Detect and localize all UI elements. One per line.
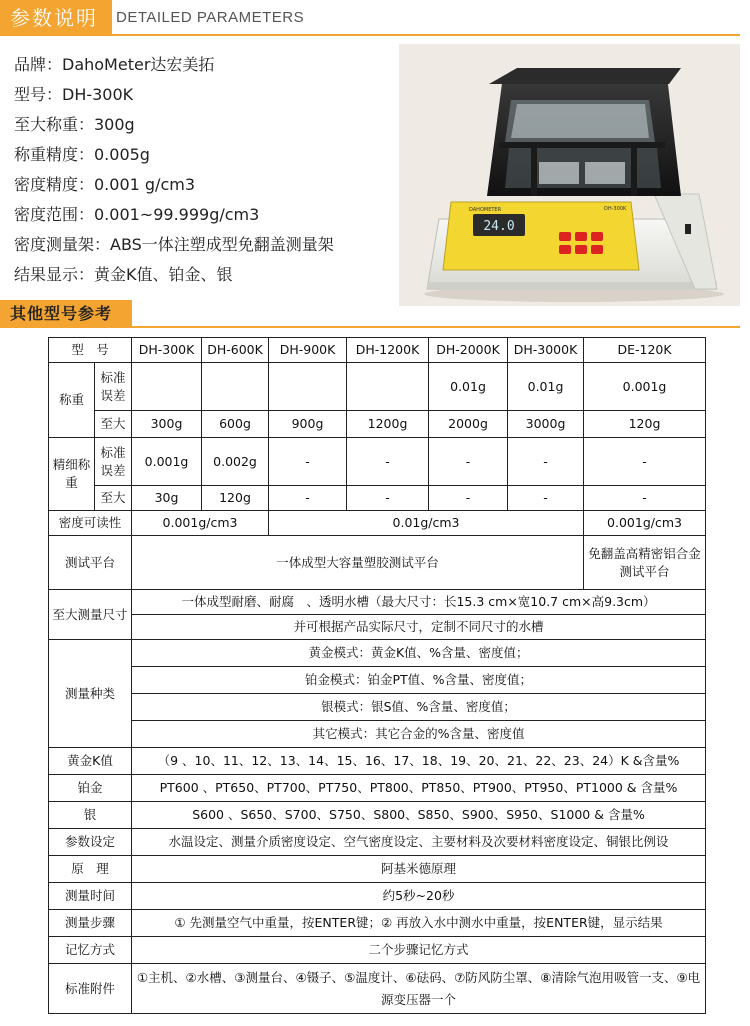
table-cell	[269, 363, 347, 411]
table-cell: -	[584, 486, 706, 511]
table-cell: 铂金模式：铂金PT值、%含量、密度值；	[132, 667, 706, 694]
table-cell: -	[269, 438, 347, 486]
table-row	[49, 511, 706, 536]
table-row	[49, 667, 706, 694]
table-cell: 一体成型大容量塑胶测试平台	[132, 536, 584, 590]
model-cell: DE-120K	[584, 338, 706, 363]
device-model-plate: DH-300K	[604, 206, 627, 212]
param-brand: 品牌：DahoMeter达宏美拓	[14, 55, 215, 74]
table-cell	[132, 363, 202, 411]
table-cell: 120g	[202, 486, 269, 511]
max-label: 至大	[95, 486, 132, 511]
table-cell: 免翻盖高精密铝合金测试平台	[584, 536, 706, 590]
std-err-label: 标准误差	[95, 438, 132, 486]
table-cell: 3000g	[508, 411, 584, 438]
table-row	[49, 829, 706, 856]
table-cell	[347, 363, 429, 411]
platform-label: 测试平台	[49, 536, 132, 590]
table-cell: 30g	[132, 486, 202, 511]
table-row	[49, 486, 706, 511]
principle-label: 原 理	[49, 856, 132, 883]
table-cell: 0.01g	[429, 363, 508, 411]
table-cell: S600 、S650、S700、S750、S800、S850、S900、S950、S1000 & 含量%	[132, 802, 706, 829]
table-cell: 120g	[584, 411, 706, 438]
densimeter-product-photo	[399, 44, 740, 306]
table-cell: PT600 、PT650、PT700、PT750、PT800、PT850、PT900、PT950、PT1000 & 含量%	[132, 775, 706, 802]
table-row	[49, 775, 706, 802]
densimeter-illustration	[399, 44, 740, 306]
section-header-parameters	[0, 0, 750, 36]
pt-label: 铂金	[49, 775, 132, 802]
table-cell: -	[347, 438, 429, 486]
table-cell: （9 、10、11、12、13、14、15、16、17、18、19、20、21、22、23、24）K &含量%	[132, 748, 706, 775]
param-density-range: 密度范围：0.001~99.999g/cm3	[14, 205, 260, 224]
model-cell: DH-1200K	[347, 338, 429, 363]
table-cell: ① 先测量空气中重量，按ENTER键；② 再放入水中测水中重量，按ENTER键，显示结果	[132, 910, 706, 937]
table-row	[49, 964, 706, 1014]
memory-label: 记忆方式	[49, 937, 132, 964]
table-row	[49, 590, 706, 615]
steps-label: 测量步骤	[49, 910, 132, 937]
accessories-label: 标准附件	[49, 964, 132, 1014]
ag-label: 银	[49, 802, 132, 829]
table-row	[49, 411, 706, 438]
model-comparison-table	[48, 337, 706, 1014]
model-header-label: 型 号	[49, 338, 132, 363]
table-row	[49, 640, 706, 667]
device-brand: DAHOMETER	[469, 207, 502, 213]
time-label: 测量时间	[49, 883, 132, 910]
table-cell: 阿基米德原理	[132, 856, 706, 883]
settings-label: 参数设定	[49, 829, 132, 856]
kinds-label: 测量种类	[49, 640, 132, 748]
table-cell: -	[429, 438, 508, 486]
section-subtitle: DETAILED PARAMETERS	[116, 9, 305, 26]
model-cell: DH-3000K	[508, 338, 584, 363]
header2-divider	[0, 326, 740, 328]
table-cell: 其它模式：其它合金的%含量、密度值	[132, 721, 706, 748]
param-weigh-precision: 称重精度：0.005g	[14, 145, 150, 164]
table-cell: 0.001g/cm3	[132, 511, 269, 536]
table-row	[49, 438, 706, 486]
table-cell: 一体成型耐磨、耐腐 、透明水槽（最大尺寸：长15.3 cm×宽10.7 cm×高9.3cm）	[132, 590, 706, 615]
table-cell: 水温设定、测量介质密度设定、空气密度设定、主要材料及次要材料密度设定、铜银比例设	[132, 829, 706, 856]
table-cell: ①主机、②水槽、③测量台、④镊子、⑤温度计、⑥砝码、⑦防风防尘罩、⑧清除气泡用吸管一支、⑨电源变压器一个	[132, 964, 706, 1014]
table-cell: 0.01g	[508, 363, 584, 411]
table-cell: 600g	[202, 411, 269, 438]
table-cell: 二个步骤记忆方式	[132, 937, 706, 964]
table-cell: 2000g	[429, 411, 508, 438]
section-header-other-models	[0, 300, 750, 330]
table-cell: 黄金模式：黄金K值、%含量、密度值；	[132, 640, 706, 667]
table-cell: -	[429, 486, 508, 511]
gold-label: 黄金K值	[49, 748, 132, 775]
section2-title: 其他型号参考	[0, 300, 132, 328]
table-cell: 0.001g/cm3	[584, 511, 706, 536]
table-cell: 0.01g/cm3	[269, 511, 584, 536]
table-row	[49, 856, 706, 883]
table-cell: 0.002g	[202, 438, 269, 486]
lcd-reading: 24.0	[483, 219, 515, 234]
param-model: 型号：DH-300K	[14, 85, 134, 104]
table-cell: -	[269, 486, 347, 511]
table-cell	[202, 363, 269, 411]
table-row	[49, 721, 706, 748]
weigh-label: 称重	[49, 363, 95, 438]
density-read-label: 密度可读性	[49, 511, 132, 536]
model-cell: DH-300K	[132, 338, 202, 363]
table-row	[49, 802, 706, 829]
table-row	[49, 748, 706, 775]
param-max-weight: 至大称重：300g	[14, 115, 135, 134]
table-cell: 1200g	[347, 411, 429, 438]
table-row	[49, 694, 706, 721]
table-row	[49, 883, 706, 910]
section-title: 参数说明	[0, 0, 112, 36]
table-cell: -	[508, 438, 584, 486]
model-cell: DH-2000K	[429, 338, 508, 363]
param-result-display: 结果显示：黄金K值、铂金、银	[14, 265, 233, 284]
table-row	[49, 363, 706, 411]
table-cell: 0.001g	[584, 363, 706, 411]
size-label: 至大测量尺寸	[49, 590, 132, 640]
table-cell: 900g	[269, 411, 347, 438]
fine-weigh-label: 精细称重	[49, 438, 95, 511]
parameter-list	[14, 50, 394, 290]
table-row	[49, 615, 706, 640]
param-density-precision: 密度精度：0.001 g/cm3	[14, 175, 196, 194]
table-cell: -	[508, 486, 584, 511]
table-row	[49, 910, 706, 937]
table-cell: 约5秒~20秒	[132, 883, 706, 910]
header-divider	[0, 34, 740, 36]
std-err-label: 标准误差	[95, 363, 132, 411]
model-cell: DH-900K	[269, 338, 347, 363]
table-cell: -	[347, 486, 429, 511]
model-cell: DH-600K	[202, 338, 269, 363]
table-row	[49, 536, 706, 590]
table-cell: -	[584, 438, 706, 486]
table-cell: 0.001g	[132, 438, 202, 486]
max-label: 至大	[95, 411, 132, 438]
table-row	[49, 937, 706, 964]
table-cell: 银模式：银S值、%含量、密度值；	[132, 694, 706, 721]
param-density-rack: 密度测量架：ABS一体注塑成型免翻盖测量架	[14, 235, 334, 254]
table-row	[49, 338, 706, 363]
table-cell: 并可根据产品实际尺寸，定制不同尺寸的水槽	[132, 615, 706, 640]
table-cell: 300g	[132, 411, 202, 438]
